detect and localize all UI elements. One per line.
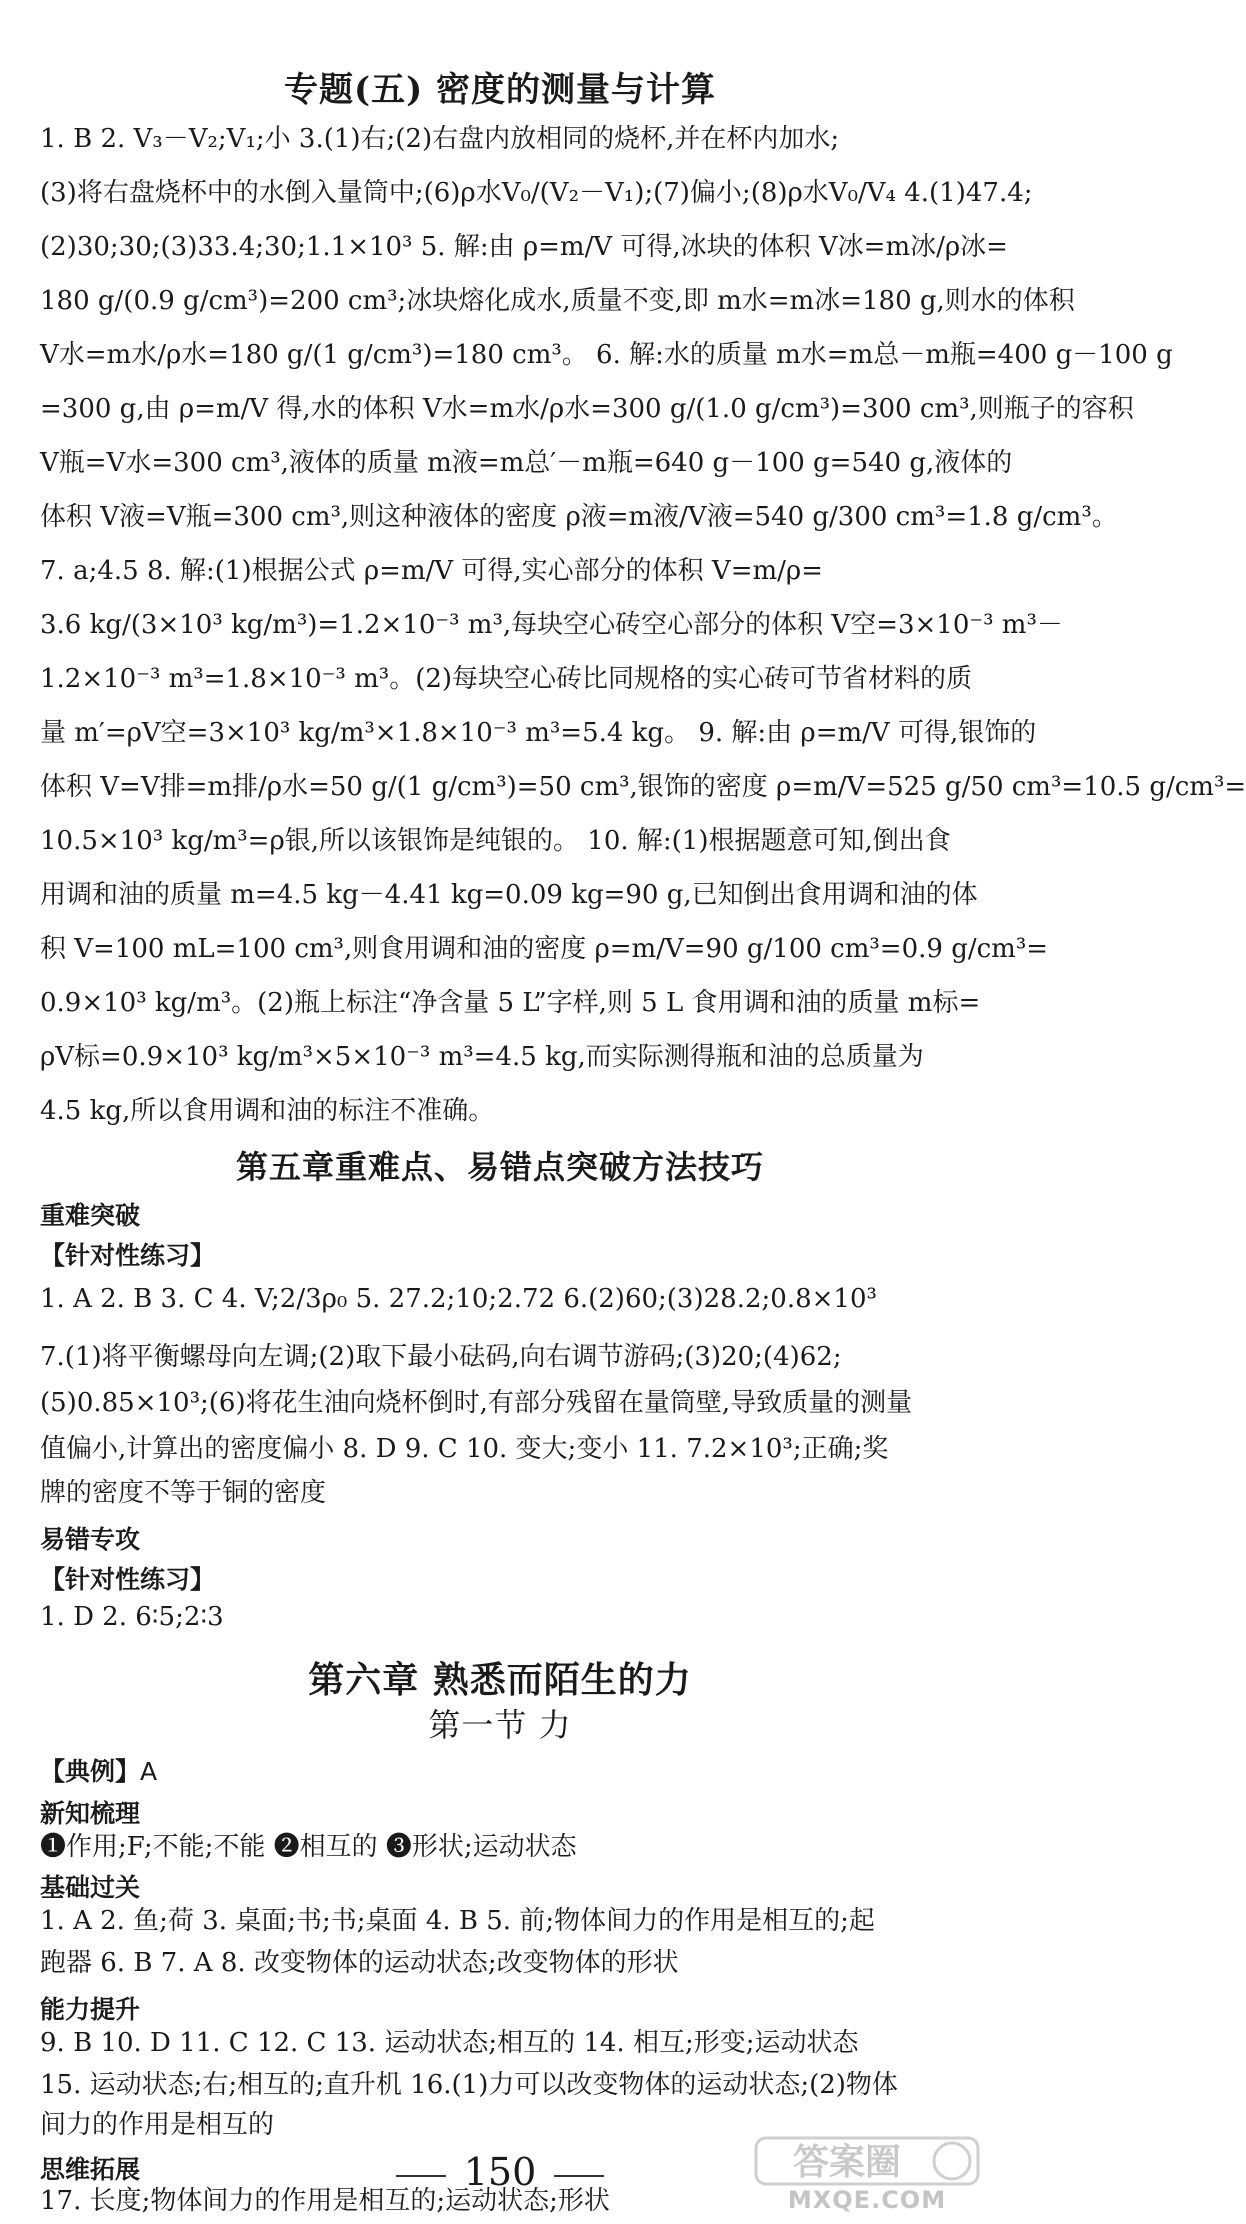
answer-line: 牌的密度不等于铜的密度 — [40, 1478, 327, 1508]
answer-line: 17. 长度;物体间力的作用是相互的;运动状态;形状 — [40, 2186, 610, 2216]
subheading-practice: 【针对性练习】 — [40, 1241, 216, 1270]
example-label: 【典例】 — [40, 1757, 141, 1786]
answer-line: 1. D 2. 6∶5;2∶3 — [40, 1602, 224, 1632]
page-number-value: 150 — [463, 2150, 537, 2194]
subheading-ability: 能力提升 — [40, 1995, 141, 2024]
answer-line: 体积 V=V排=m排/ρ水=50 g/(1 g/cm³)=50 cm³,银饰的密度 ρ=m/V=525 g/50 cm³=10.5 g/cm³= — [40, 772, 1246, 802]
answer-line: 值偏小,计算出的密度偏小 8. D 9. C 10. 变大;变小 11. 7.2×10³;正确;奖 — [40, 1434, 889, 1464]
answer-line: 跑器 6. B 7. A 8. 改变物体的运动状态;改变物体的形状 — [40, 1948, 679, 1978]
answer-line: 1. B 2. V₃－V₂;V₁;小 3.(1)右;(2)右盘内放相同的烧杯,并在杯内加水; — [40, 124, 840, 154]
chapter-title-chapter-six: 第六章 熟悉而陌生的力 — [308, 1659, 692, 1701]
example-value: A — [140, 1757, 158, 1786]
watermark-site: MXQE.COM — [787, 2186, 947, 2214]
subheading-thinking: 思维拓展 — [40, 2155, 141, 2184]
subheading-basics: 基础过关 — [40, 1873, 141, 1902]
answer-line: 4.5 kg,所以食用调和油的标注不准确。 — [40, 1096, 495, 1126]
answer-line: 180 g/(0.9 g/cm³)=200 cm³;冰块熔化成水,质量不变,即 m水=m冰=180 g,则水的体积 — [40, 286, 1075, 316]
section-title-force: 第一节 力 — [428, 1706, 572, 1744]
answer-line: 15. 运动状态;右;相互的;直升机 16.(1)力可以改变物体的运动状态;(2)物体 — [40, 2070, 898, 2100]
section-title-topic-five: 专题(五) 密度的测量与计算 — [283, 70, 716, 110]
answer-line: (2)30;30;(3)33.4;30;1.1×10³ 5. 解:由 ρ=m/V 可得,冰块的体积 V冰=m冰/ρ冰= — [40, 232, 1008, 262]
answer-line: ρV标=0.9×10³ kg/m³×5×10⁻³ m³=4.5 kg,而实际测得瓶和油的总质量为 — [40, 1042, 924, 1072]
answer-line: 间力的作用是相互的 — [40, 2110, 275, 2140]
answer-line: 7. a;4.5 8. 解:(1)根据公式 ρ=m/V 可得,实心部分的体积 V=m/ρ= — [40, 556, 823, 586]
subheading-practice: 【针对性练习】 — [40, 1565, 216, 1594]
subheading-key-points: 重难突破 — [40, 1201, 141, 1230]
answer-line: 1.2×10⁻³ m³=1.8×10⁻³ m³。(2)每块空心砖比同规格的实心砖可节省材料的质 — [40, 664, 973, 694]
example-answer — [40, 1752, 157, 1788]
page-number — [160, 2150, 840, 2194]
watermark — [752, 2132, 982, 2218]
subheading-common-mistakes: 易错专攻 — [40, 1525, 141, 1554]
answer-line: (3)将右盘烧杯中的水倒入量筒中;(6)ρ水V₀/(V₂－V₁);(7)偏小;(8)ρ水V₀/V₄ 4.(1)47.4; — [40, 178, 1033, 208]
section-title-chapter-five-review: 第五章重难点、易错点突破方法技巧 — [235, 1148, 764, 1186]
answer-line: 1. A 2. 鱼;荷 3. 桌面;书;书;桌面 4. B 5. 前;物体间力的作用是相互的;起 — [40, 1906, 875, 1936]
answer-line: ❶作用;F;不能;不能 ❷相互的 ❸形状;运动状态 — [40, 1832, 577, 1862]
answer-line: 用调和油的质量 m=4.5 kg－4.41 kg=0.09 kg=90 g,已知倒出食用调和油的体 — [40, 880, 978, 910]
answer-line: 3.6 kg/(3×10³ kg/m³)=1.2×10⁻³ m³,每块空心砖空心部分的体积 V空=3×10⁻³ m³－ — [40, 610, 1063, 640]
answer-line: 9. B 10. D 11. C 12. C 13. 运动状态;相互的 14. 相互;形变;运动状态 — [40, 2028, 859, 2058]
subheading-new-knowledge: 新知梳理 — [40, 1799, 141, 1828]
answer-line: =300 g,由 ρ=m/V 得,水的体积 V水=m水/ρ水=300 g/(1.0 g/cm³)=300 cm³,则瓶子的容积 — [40, 394, 1134, 424]
answer-line: 积 V=100 mL=100 cm³,则食用调和油的密度 ρ=m/V=90 g/100 cm³=0.9 g/cm³= — [40, 934, 1049, 964]
answer-line: 量 m′=ρV空=3×10³ kg/m³×1.8×10⁻³ m³=5.4 kg。 9. 解:由 ρ=m/V 可得,银饰的 — [40, 718, 1037, 748]
answer-line: (5)0.85×10³;(6)将花生油向烧杯倒时,有部分残留在量筒壁,导致质量的测量 — [40, 1388, 913, 1418]
answer-line: 10.5×10³ kg/m³=ρ银,所以该银饰是纯银的。 10. 解:(1)根据题意可知,倒出食 — [40, 826, 951, 856]
answer-line: 1. A 2. B 3. C 4. V;2/3ρ₀ 5. 27.2;10;2.72 6.(2)60;(3)28.2;0.8×10³ — [40, 1284, 877, 1314]
answer-line: V瓶=V水=300 cm³,液体的质量 m液=m总′－m瓶=640 g－100 g=540 g,液体的 — [40, 448, 1013, 478]
watermark-logo-text: 答案圈 — [792, 2142, 902, 2183]
answer-line: V水=m水/ρ水=180 g/(1 g/cm³)=180 cm³。 6. 解:水的质量 m水=m总－m瓶=400 g－100 g — [40, 340, 1173, 370]
answer-line: 体积 V液=V瓶=300 cm³,则这种液体的密度 ρ液=m液/V液=540 g/300 cm³=1.8 g/cm³。 — [40, 502, 1118, 532]
answer-line: 0.9×10³ kg/m³。(2)瓶上标注“净含量 5 L”字样,则 5 L 食用调和油的质量 m标= — [40, 988, 981, 1018]
watermark-logo-icon — [752, 2132, 982, 2188]
answer-line: 7.(1)将平衡螺母向左调;(2)取下最小砝码,向右调节游码;(3)20;(4)62; — [40, 1342, 842, 1372]
